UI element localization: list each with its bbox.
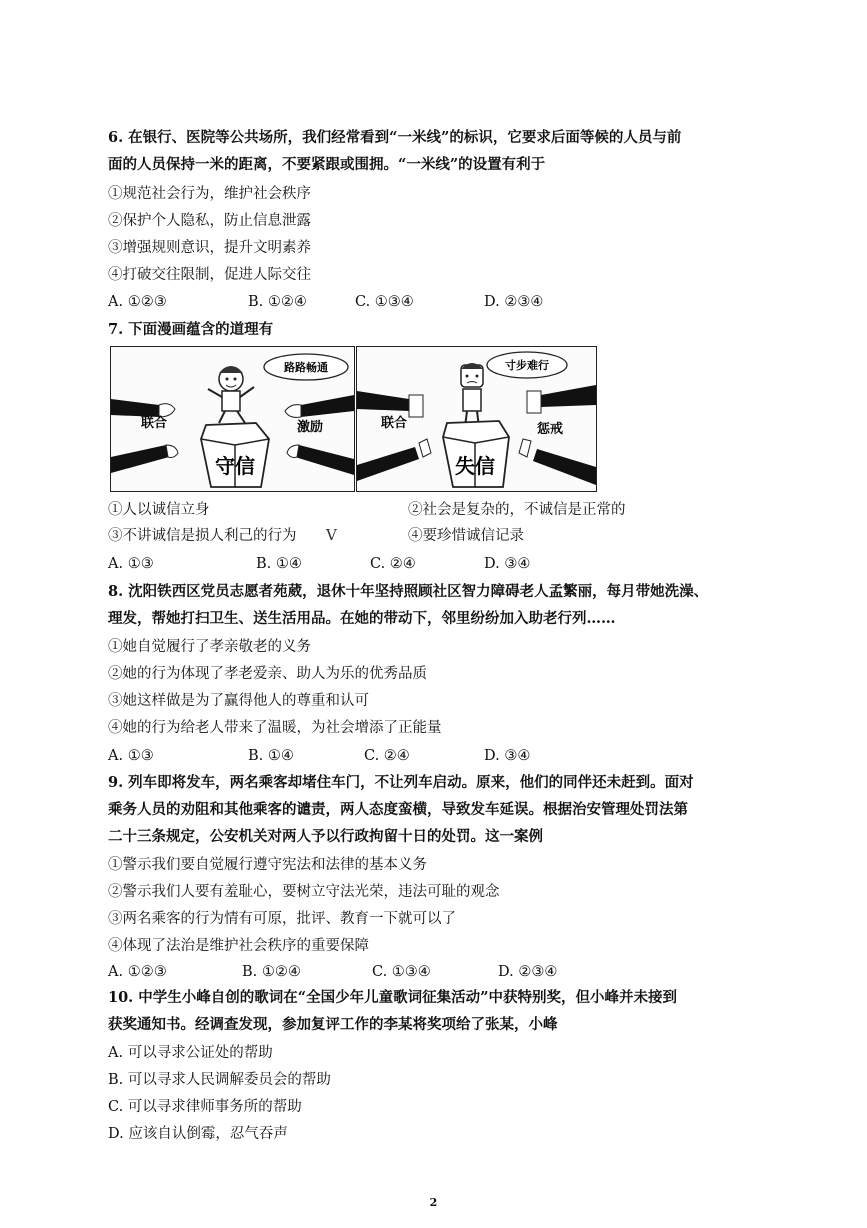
q6-option-a[interactable]: A. ①②③ — [108, 294, 167, 310]
q7-option-b[interactable]: B. ①④ — [256, 556, 302, 572]
q7-stem: 7. 下面漫画蕴含的道理有 — [108, 321, 274, 338]
q9-option-b[interactable]: B. ①②④ — [242, 964, 301, 980]
q6-stem-line1: 6. 在银行、医院等公共场所，我们经常看到“一米线”的标识，它要求后面等候的人员与前 — [108, 129, 682, 146]
q9-item-1: ①警示我们要自觉履行遵守宪法和法律的基本义务 — [108, 857, 427, 873]
q9-item-2: ②警示我们人要有羞耻心，要树立守法光荣，违法可耻的观念 — [108, 884, 500, 900]
q8-item-4: ④她的行为给老人带来了温暖，为社会增添了正能量 — [108, 720, 442, 736]
q7-item-1: ①人以诚信立身 — [108, 502, 210, 518]
q9-option-d[interactable]: D. ②③④ — [498, 964, 558, 980]
q8-option-c[interactable]: C. ②④ — [364, 748, 410, 764]
q9-option-a[interactable]: A. ①②③ — [108, 964, 167, 980]
cartoon-break-faith-drawing — [357, 347, 596, 491]
q8-option-d[interactable]: D. ③④ — [484, 748, 531, 764]
cartoon-right-bubble-text: 寸步难行 — [505, 359, 549, 372]
q6-item-1: ①规范社会行为，维护社会秩序 — [108, 186, 311, 202]
q6-option-b[interactable]: B. ①②④ — [248, 294, 307, 310]
page-number: 2 — [429, 1196, 438, 1209]
q9-stem-line3: 二十三条规定，公安机关对两人予以行政拘留十日的处罚。这一案例 — [108, 828, 543, 845]
q6-option-d[interactable]: D. ②③④ — [484, 294, 544, 310]
q8-stem-line1: 8. 沈阳铁西区党员志愿者苑葳，退休十年坚持照顾社区智力障碍老人孟繁丽，每月带她洗澡、 — [108, 583, 709, 600]
cartoon-right-box-text: 失信 — [455, 454, 495, 478]
q8-item-1: ①她自觉履行了孝亲敬老的义务 — [108, 639, 311, 655]
q8-option-b[interactable]: B. ①④ — [248, 748, 294, 764]
q7-option-d[interactable]: D. ③④ — [484, 556, 531, 572]
q9-item-3: ③两名乘客的行为情有可原，批评、教育一下就可以了 — [108, 911, 456, 927]
q10-option-c[interactable]: C. 可以寻求律师事务所的帮助 — [108, 1099, 302, 1115]
q6-item-3: ③增强规则意识，提升文明素养 — [108, 240, 311, 256]
q6-item-2: ②保护个人隐私，防止信息泄露 — [108, 213, 311, 229]
q8-item-3: ③她这样做是为了赢得他人的尊重和认可 — [108, 693, 369, 709]
q6-item-4: ④打破交往限制，促进人际交往 — [108, 267, 311, 283]
q10-option-d[interactable]: D. 应该自认倒霉，忍气吞声 — [108, 1126, 288, 1142]
q9-stem-line1: 9. 列车即将发车，两名乘客却堵住车门，不让列车启动。原来，他们的同伴还未赶到。面对 — [108, 774, 694, 791]
q10-stem-line2: 获奖通知书。经调查发现，参加复评工作的李某将奖项给了张某，小峰 — [108, 1016, 558, 1033]
q8-item-2: ②她的行为体现了孝老爱亲、助人为乐的优秀品质 — [108, 666, 427, 682]
q9-option-c[interactable]: C. ①③④ — [372, 964, 431, 980]
cartoon-left-box-text: 守信 — [215, 454, 255, 478]
q6-option-c[interactable]: C. ①③④ — [355, 294, 414, 310]
q10-option-b[interactable]: B. 可以寻求人民调解委员会的帮助 — [108, 1072, 331, 1088]
q9-item-4: ④体现了法治是维护社会秩序的重要保障 — [108, 938, 369, 954]
cartoon-left-bubble-text: 路路畅通 — [284, 361, 328, 374]
q7-option-c[interactable]: C. ②④ — [370, 556, 416, 572]
q7-item-4: ④要珍惜诚信记录 — [408, 528, 524, 544]
q8-option-a[interactable]: A. ①③ — [108, 748, 154, 764]
q10-option-a[interactable]: A. 可以寻求公证处的帮助 — [108, 1045, 273, 1061]
cartoon-left-label-unite: 联合 — [141, 416, 168, 431]
cartoon-break-faith — [356, 346, 597, 492]
handwritten-check-mark: V — [326, 526, 337, 544]
q7-item-3: ③不讲诚信是损人利己的行为 — [108, 528, 297, 544]
q7-option-a[interactable]: A. ①③ — [108, 556, 154, 572]
cartoon-keep-faith — [110, 346, 355, 492]
q6-stem-line2: 面的人员保持一米的距离，不要紧跟或围拥。“一米线”的设置有利于 — [108, 156, 546, 173]
q10-stem-line1: 10. 中学生小峰自创的歌词在“全国少年儿童歌词征集活动”中获特别奖，但小峰并未接到 — [108, 989, 677, 1006]
q7-item-2: ②社会是复杂的，不诚信是正常的 — [408, 502, 626, 518]
cartoon-keep-faith-drawing — [111, 347, 354, 491]
cartoon-right-label-punish: 惩戒 — [537, 422, 564, 437]
cartoon-right-label-unite: 联合 — [381, 416, 408, 431]
q8-stem-line2: 理发，帮她打扫卫生、送生活用品。在她的带动下，邻里纷纷加入助老行列…… — [108, 610, 616, 627]
q9-stem-line2: 乘务人员的劝阻和其他乘客的谴责，两人态度蛮横，导致发车延误。根据治安管理处罚法第 — [108, 801, 688, 818]
cartoon-left-label-encourage: 激励 — [297, 420, 324, 435]
